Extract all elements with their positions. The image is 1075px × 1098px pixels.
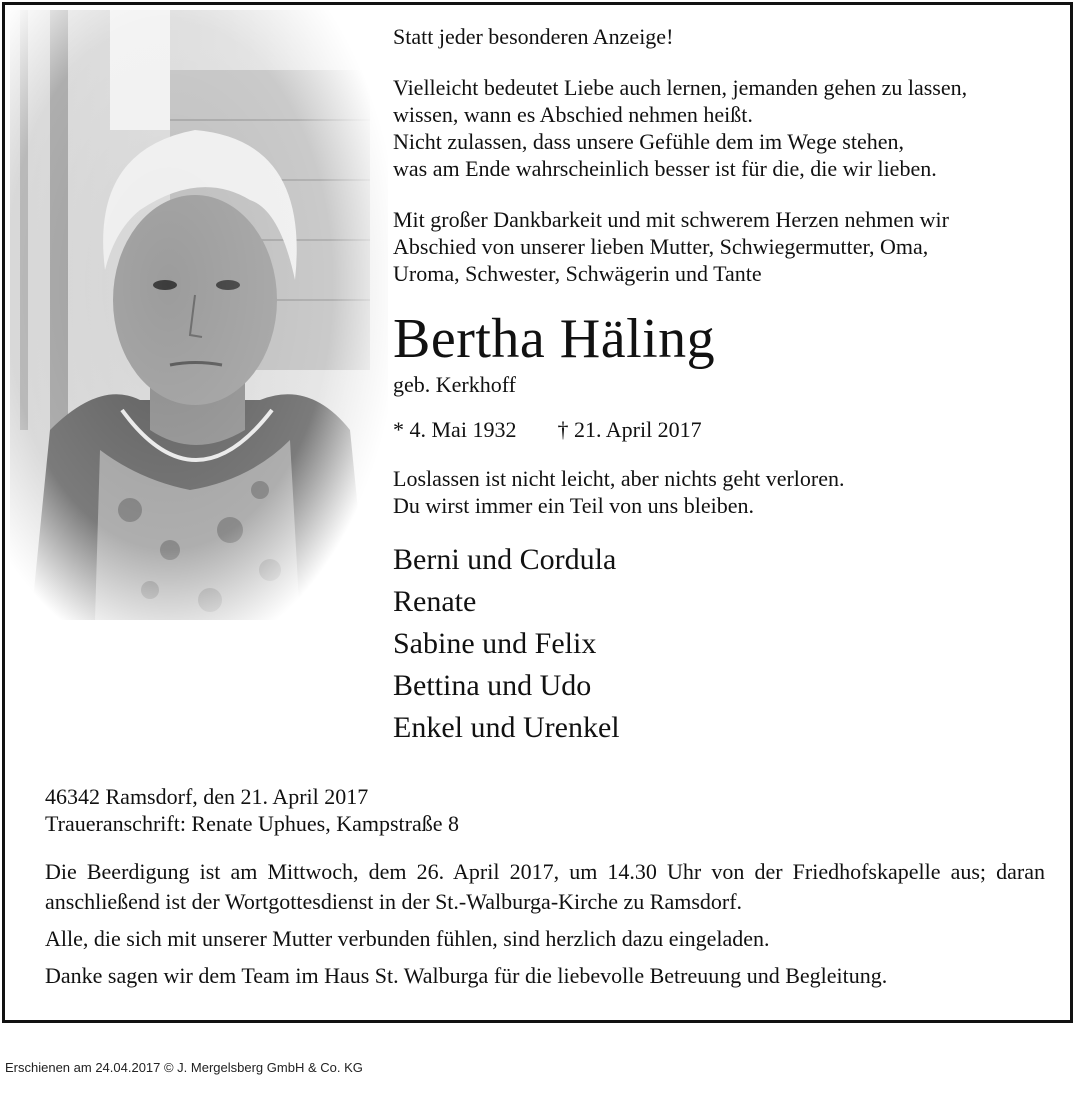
birth-date: * 4. Mai 1932 xyxy=(393,417,517,442)
poem xyxy=(393,74,1063,182)
poem-line: wissen, wann es Abschied nehmen heißt. xyxy=(393,102,753,127)
family-member: Berni und Cordula xyxy=(393,543,617,576)
family-list xyxy=(393,539,1063,749)
intro-line: Statt jeder besonderen Anzeige! xyxy=(393,24,674,49)
farewell-line: Mit großer Dankbarkeit und mit schwerem Herzen nehmen wir xyxy=(393,207,949,232)
poem-line: was am Ende wahrscheinlich besser ist für die, die wir lieben. xyxy=(393,156,937,181)
family-member: Enkel und Urenkel xyxy=(393,711,620,744)
deceased-name: Bertha Häling xyxy=(393,308,716,370)
death-date: † 21. April 2017 xyxy=(557,417,702,442)
farewell-line: Abschied von unserer lieben Mutter, Schwiegermutter, Oma, xyxy=(393,234,929,259)
family-member: Renate xyxy=(393,585,477,618)
publication-footer: Erschienen am 24.04.2017 © J. Mergelsberg GmbH & Co. KG xyxy=(5,1060,363,1075)
family-member: Sabine und Felix xyxy=(393,627,597,660)
quote xyxy=(393,465,1063,519)
farewell-line: Uroma, Schwester, Schwägerin und Tante xyxy=(393,261,762,286)
portrait-photo xyxy=(10,10,388,620)
poem-line: Nicht zulassen, dass unsere Gefühle dem im Wege stehen, xyxy=(393,129,905,154)
obituary-frame xyxy=(2,2,1073,1023)
announcement-text xyxy=(393,23,1063,749)
farewell-text xyxy=(393,206,1063,287)
invitation-text: Alle, die sich mit unserer Mutter verbunden fühlen, sind herzlich dazu eingeladen. xyxy=(45,926,770,951)
quote-line: Loslassen ist nicht leicht, aber nichts geht verloren. xyxy=(393,466,845,491)
portrait-image xyxy=(10,10,388,620)
mourning-address: Traueranschrift: Renate Uphues, Kampstraße 8 xyxy=(45,811,460,836)
funeral-info: Die Beerdigung ist am Mittwoch, dem 26. April 2017, um 14.30 Uhr von der Friedhofskapelle aus; daran anschließend ist der Wortgottesdienst in der St.-Walburga-Kirche zu Ramsdorf. xyxy=(45,859,1045,914)
maiden-name: geb. Kerkhoff xyxy=(393,372,516,397)
poem-line: Vielleicht bedeutet Liebe auch lernen, jemanden gehen zu lassen, xyxy=(393,75,968,100)
place-date: 46342 Ramsdorf, den 21. April 2017 xyxy=(45,784,369,809)
thanks-text: Danke sagen wir dem Team im Haus St. Walburga für die liebevolle Betreuung und Begleitung. xyxy=(45,963,888,988)
details-section xyxy=(45,783,1045,989)
quote-line: Du wirst immer ein Teil von uns bleiben. xyxy=(393,493,755,518)
family-member: Bettina und Udo xyxy=(393,669,592,702)
life-dates xyxy=(393,416,1063,443)
